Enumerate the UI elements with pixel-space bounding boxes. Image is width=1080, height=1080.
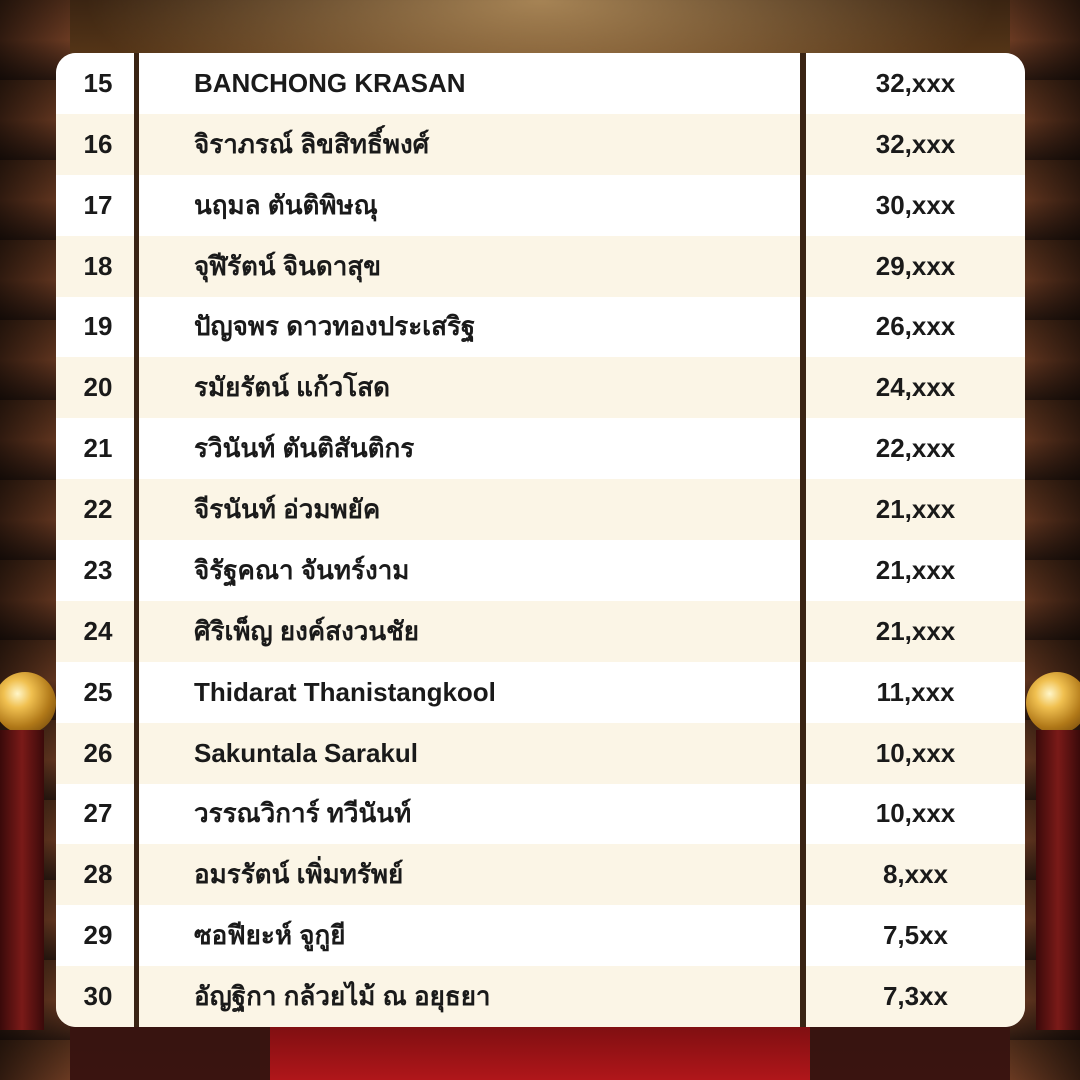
table-row <box>56 53 1025 114</box>
score-cell: 7,5xx <box>882 920 949 951</box>
rank-cell: 27 <box>83 798 113 829</box>
table-row <box>56 723 1025 784</box>
table-row <box>56 418 1025 479</box>
rank-cell: 23 <box>83 554 113 585</box>
rank-cell: 25 <box>83 676 113 707</box>
gold-orb-right <box>1026 672 1080 734</box>
column-divider-score <box>800 53 806 1027</box>
table-row <box>56 357 1025 418</box>
rank-cell: 24 <box>83 615 113 646</box>
name-cell: อัญฐิกา กล้วยไม้ ณ อยุธยา <box>194 981 491 1012</box>
name-cell: Sakuntala Sarakul <box>194 737 418 768</box>
score-cell: 10,xxx <box>875 798 956 829</box>
score-cell: 8,xxx <box>882 859 949 890</box>
rank-cell: 16 <box>83 128 113 159</box>
rank-cell: 18 <box>83 250 113 281</box>
score-cell: 22,xxx <box>875 433 956 464</box>
rank-cell: 30 <box>83 981 113 1012</box>
ranking-card <box>56 53 1025 1027</box>
column-divider-rank <box>134 53 139 1027</box>
table-row <box>56 784 1025 845</box>
name-cell: ศิริเพ็ญ ยงค์สงวนชัย <box>194 615 420 646</box>
score-cell: 30,xxx <box>875 189 956 220</box>
score-cell: 24,xxx <box>875 372 956 403</box>
name-cell: จิรัฐคณา จันทร์งาม <box>194 554 410 585</box>
stanchion-post-left <box>0 730 44 1030</box>
score-cell: 21,xxx <box>875 494 956 525</box>
background-red-carpet <box>270 1020 810 1080</box>
table-row <box>56 175 1025 236</box>
score-cell: 10,xxx <box>875 737 956 768</box>
score-cell: 21,xxx <box>875 554 956 585</box>
name-cell: ซอฟียะห์ จูกูยี <box>194 920 346 951</box>
table-row <box>56 966 1025 1027</box>
score-cell: 11,xxx <box>876 676 955 707</box>
name-cell: วรรณวิการ์ ทวีนันท์ <box>194 798 412 829</box>
name-cell: จีรนันท์ อ่วมพยัค <box>194 494 381 525</box>
rank-cell: 21 <box>83 433 113 464</box>
table-row <box>56 601 1025 662</box>
rank-cell: 22 <box>83 494 113 525</box>
name-cell: นฤมล ตันติพิษณุ <box>194 189 378 220</box>
rank-cell: 28 <box>83 859 113 890</box>
table-row <box>56 479 1025 540</box>
name-cell: รมัยรัตน์ แก้วโสด <box>194 372 391 403</box>
score-cell: 29,xxx <box>875 250 956 281</box>
stanchion-post-right <box>1036 730 1080 1030</box>
table-row <box>56 905 1025 966</box>
table-row <box>56 114 1025 175</box>
name-cell: จุฬีรัตน์ จินดาสุข <box>194 250 381 281</box>
name-cell: อมรรัตน์ เพิ่มทรัพย์ <box>194 859 404 890</box>
table-row <box>56 662 1025 723</box>
rank-cell: 17 <box>83 189 113 220</box>
rank-cell: 19 <box>83 311 113 342</box>
ranking-table <box>56 53 1025 1027</box>
rank-cell: 15 <box>83 67 113 98</box>
name-cell: รวินันท์ ตันติสันติกร <box>194 433 415 464</box>
score-cell: 21,xxx <box>875 615 956 646</box>
table-row <box>56 236 1025 297</box>
rank-cell: 26 <box>83 737 113 768</box>
score-cell: 32,xxx <box>875 67 956 98</box>
name-cell: ปัญจพร ดาวทองประเสริฐ <box>194 311 476 342</box>
table-row <box>56 844 1025 905</box>
name-cell: BANCHONG KRASAN <box>194 67 466 98</box>
name-cell: Thidarat Thanistangkool <box>194 676 496 707</box>
table-row <box>56 297 1025 358</box>
table-row <box>56 540 1025 601</box>
score-cell: 32,xxx <box>875 128 956 159</box>
rank-cell: 20 <box>83 372 113 403</box>
score-cell: 26,xxx <box>875 311 956 342</box>
score-cell: 7,3xx <box>882 981 949 1012</box>
name-cell: จิราภรณ์ ลิขสิทธิ์พงศ์ <box>194 128 430 159</box>
rank-cell: 29 <box>83 920 113 951</box>
